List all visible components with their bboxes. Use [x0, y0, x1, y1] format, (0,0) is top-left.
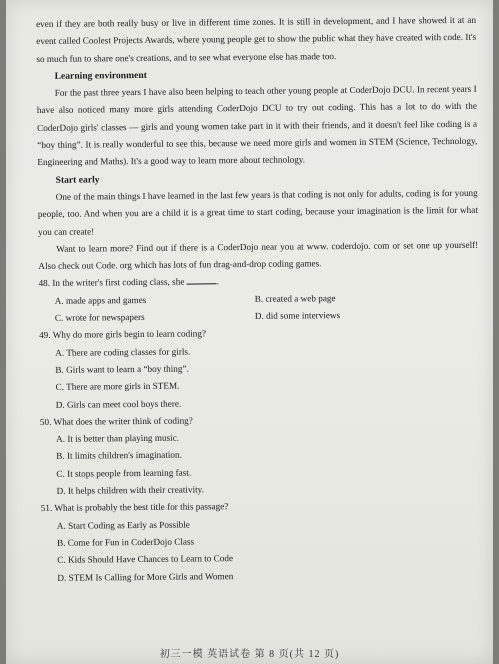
option: B. It limits children's imagination.: [56, 450, 182, 462]
question-stem: 51. What is probably the best title for this passage?: [40, 501, 229, 514]
question-49: [39, 323, 480, 414]
option: B. Come for Fun in CoderDojo Class: [57, 536, 195, 548]
question-stem: 49. Why do more girls begin to learn coding?: [39, 328, 207, 341]
question-stem: 50. What does the writer think of coding?: [39, 415, 193, 427]
option: C. wrote for newspapers: [54, 312, 145, 323]
option: A. There are coding classes for girls.: [55, 346, 191, 358]
option: D. Girls can meet cool boys there.: [55, 398, 182, 410]
answer-blank: [187, 274, 220, 287]
section-heading-learning-environment: Learning environment: [54, 69, 147, 82]
passage-intro: even if they are both really busy or live in different time zones. It is still in development, and I have showed it at an event called Coolest Projects Awards, where young people get to show the public what they have created with code. It's so much fun to share one's creations, and to see what everyone else has made too.: [36, 14, 477, 64]
question-51: [41, 496, 482, 587]
page-footer: 初三一模 英语试卷 第 8 页(共 12 页): [159, 649, 340, 660]
option: A. It is better than playing music.: [56, 432, 180, 444]
option: C. Kids Should Have Chances to Learn to Code: [57, 553, 234, 566]
option: A. Start Coding as Early as Possible: [56, 519, 190, 531]
option: C. It stops people from learning fast.: [56, 467, 192, 479]
option: A. made apps and games: [54, 294, 147, 306]
exam-page: [6, 0, 493, 664]
option: D. It helps children with their creativity.: [56, 484, 204, 496]
option: D. STEM Is Calling for More Girls and Women: [57, 570, 234, 583]
question-stem-end: .: [216, 276, 220, 287]
option: B. Girls want to learn a “boy thing”.: [55, 363, 189, 375]
question-50: [40, 410, 481, 501]
passage-closing: Want to learn more? Find out if there is a CoderDojo near you at www. coderdojo. com or set one up yourself! Also check out Code. org which has lots of fun drag-and-drop coding games.: [38, 239, 479, 272]
question-stem: 48. In the writer's first coding class, she: [38, 277, 185, 289]
question-48: [38, 271, 478, 327]
page-content: [36, 12, 481, 587]
option: D. did some interviews: [254, 310, 341, 321]
option: B. created a web page: [254, 292, 336, 304]
passage-paragraph-learning-environment: For the past three years I have also been helping to teach other young people at CoderDojo DCU. In recent years I have also noticed many more girls attending CoderDojo DCU to try out coding. This has a lot to do with the CoderDojo girls' classes — girls and young women take part in it with their friends, and it doesn't feel like coding is a “boy thing”. It is really wonderful to see this, because we need more girls and women in STEM (Science, Technology, Engineering and Maths). It's a good way to learn more about technology.: [36, 83, 478, 168]
option: C. There are more girls in STEM.: [55, 380, 180, 393]
options-grid: [55, 289, 479, 328]
section-heading-start-early: Start early: [55, 174, 100, 186]
passage-paragraph-start-early: One of the main things I have learned in the last few years is that coding is not only for adults, coding is for young people, too. And when you are a child it is a great time to start coding, because your imagination is the limit for what you can create!: [37, 187, 478, 237]
